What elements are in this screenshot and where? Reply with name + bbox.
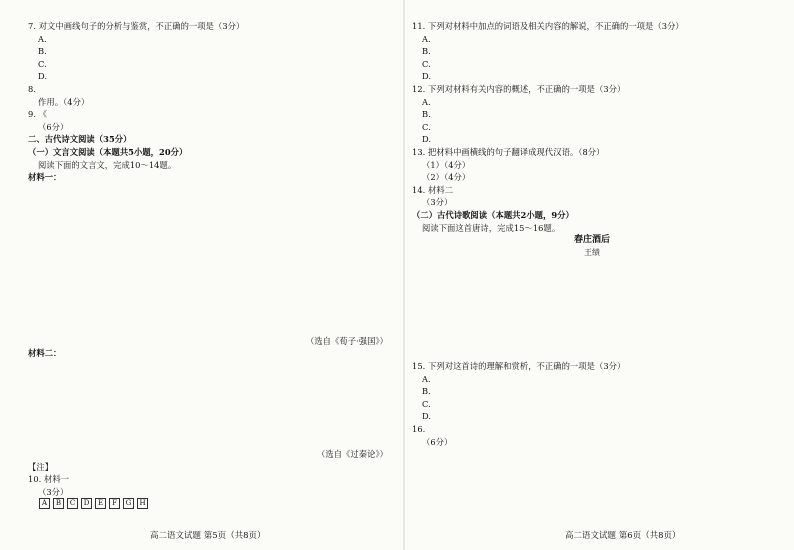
material-1-label: 材料一： <box>28 172 62 183</box>
q16-stem: 16. <box>412 424 426 435</box>
q7-option-d: D. <box>38 71 48 82</box>
sub-1-heading: （一）文言文阅读（本题共5小题，20分） <box>28 146 188 157</box>
q8-tail: 作用。（4分） <box>38 96 90 107</box>
left-page <box>28 20 398 525</box>
q11-option-c: C. <box>422 58 431 69</box>
q10-box-c[interactable]: C <box>67 498 78 509</box>
sub-2-intro: 阅读下面这首唐诗，完成15～16题。 <box>422 222 561 233</box>
q15-option-b: B. <box>422 386 431 397</box>
q12-stem: 12. 下列对材料有关内容的概述，不正确的一项是（3分） <box>412 83 626 94</box>
q14-stem: 14. 材料二 <box>412 184 454 195</box>
q14-tail: （3分） <box>422 197 453 208</box>
q10-stem: 10. 材料一 <box>28 474 70 485</box>
q11-option-b: B. <box>422 46 431 57</box>
q12-option-d: D. <box>422 134 432 145</box>
q10-answer-boxes <box>28 498 398 509</box>
q11-option-a: A. <box>422 33 431 44</box>
page-footer-right: 高二语文试题 第6页（共8页） <box>565 531 681 541</box>
q10-box-d[interactable]: D <box>81 498 92 509</box>
q10-box-b[interactable]: B <box>53 498 64 509</box>
q11-stem: 11. 下列对材料中加点的词语及相关内容的解说，不正确的一项是（3分） <box>412 21 684 31</box>
poem-author: 王绩 <box>584 248 600 258</box>
q9-tail: （6分） <box>38 121 69 132</box>
q13-part-2: （2）（4分） <box>422 172 471 183</box>
poem-title: 春庄酒后 <box>573 235 610 246</box>
q7-option-a: A. <box>38 33 47 44</box>
q10-box-g[interactable]: G <box>123 498 134 509</box>
q12-option-a: A. <box>422 96 431 107</box>
q15-option-d: D. <box>422 411 432 422</box>
page-gutter <box>403 0 405 550</box>
right-page <box>412 20 772 525</box>
poem-body <box>412 259 772 360</box>
material-2-label: 材料二： <box>28 348 62 359</box>
q11-option-d: D. <box>422 71 432 82</box>
q12-option-b: B. <box>422 109 431 120</box>
q10-box-h[interactable]: H <box>137 498 148 509</box>
q15-option-c: C. <box>422 398 431 409</box>
q10-box-f[interactable]: F <box>109 498 120 509</box>
sub-1-intro: 阅读下面的文言文，完成10～14题。 <box>38 159 177 170</box>
q9-stem: 9. 《 <box>28 109 48 120</box>
q7-option-b: B. <box>38 46 47 57</box>
sub-2-heading: （二）古代诗歌阅读（本题共2小题，9分） <box>412 209 574 220</box>
q10-box-a[interactable]: A <box>39 498 50 509</box>
q10-tail: （3分） <box>38 486 69 497</box>
material-2-source: （选自《过秦论》） <box>317 448 388 459</box>
material-1-passage <box>28 184 398 335</box>
q8-stem: 8. <box>28 83 37 94</box>
q16-tail: （6分） <box>422 436 453 447</box>
q10-box-e[interactable]: E <box>95 498 106 509</box>
material-1-source: （选自《荀子·强国》） <box>305 335 388 346</box>
q15-stem: 15. 下列对这首诗的理解和赏析，不正确的一项是（3分） <box>412 361 626 372</box>
material-2-passage <box>28 360 398 448</box>
section-2-heading: 二、古代诗文阅读（35分） <box>28 134 132 145</box>
page-footer-left: 高二语文试题 第5页（共8页） <box>150 531 266 541</box>
q13-stem: 13. 把材料中画横线的句子翻译成现代汉语。（8分） <box>412 146 605 157</box>
q15-option-a: A. <box>422 373 431 384</box>
q12-option-c: C. <box>422 121 431 132</box>
q7-stem: 7. 对文中画线句子的分析与鉴赏，不正确的一项是（3分） <box>28 21 245 31</box>
footnote: 【注】 <box>28 461 54 472</box>
q7-option-c: C. <box>38 58 47 69</box>
q13-part-1: （1）（4分） <box>422 159 471 170</box>
